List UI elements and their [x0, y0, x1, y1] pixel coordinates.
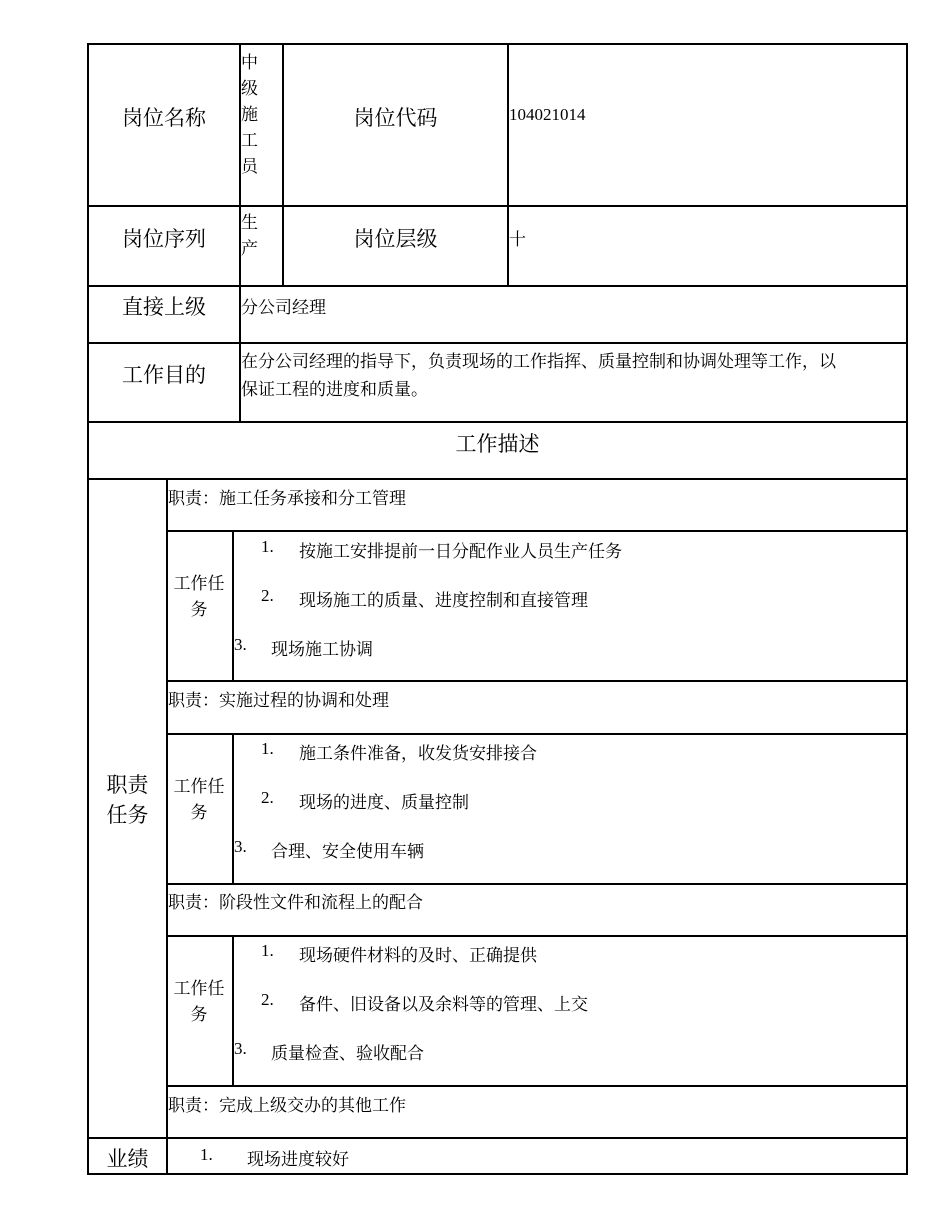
row-divider [166, 883, 908, 885]
task-text: 合理、安全使用车辆 [271, 842, 424, 861]
row-divider [166, 935, 908, 937]
duty-title: 职责：实施过程的协调和处理 [168, 691, 389, 710]
task-number: 1. [261, 739, 274, 758]
position-name-label: 岗位名称 [122, 106, 206, 130]
task-text: 备件、旧设备以及余料等的管理、上交 [299, 995, 588, 1014]
level-label: 岗位层级 [353, 227, 438, 251]
row-divider [87, 285, 908, 287]
col-divider [232, 733, 234, 884]
sequence-label: 岗位序列 [122, 227, 206, 251]
task-number: 2. [261, 586, 274, 605]
row-divider [87, 205, 908, 207]
task-number: 3. [234, 1039, 247, 1058]
task-label: 工作任 务 [173, 574, 225, 619]
table-border-top [87, 43, 908, 45]
task-number: 1. [261, 537, 274, 556]
duty-title: 职责：完成上级交办的其他工作 [168, 1096, 406, 1115]
col-divider [232, 935, 234, 1086]
description-title: 工作描述 [455, 432, 540, 456]
duties-label: 职责 任务 [106, 773, 149, 827]
purpose-value-line1: 在分公司经理的指导下，负责现场的工作指挥、质量控制和协调处理等工作，以 [241, 352, 836, 371]
position-name-value: 中 级 施 工 员 [241, 53, 258, 176]
table-border-left [87, 43, 89, 1175]
row-divider [166, 1085, 908, 1087]
performance-text: 现场进度较好 [247, 1150, 349, 1169]
supervisor-value: 分公司经理 [241, 298, 326, 317]
task-text: 现场施工的质量、进度控制和直接管理 [299, 591, 588, 610]
supervisor-label: 直接上级 [122, 295, 206, 319]
task-label: 工作任 务 [173, 979, 225, 1024]
row-divider [87, 342, 908, 344]
purpose-value-line2: 保证工程的进度和质量。 [241, 380, 428, 399]
table-border-bottom [87, 1173, 908, 1175]
task-text: 施工条件准备，收发货安排接合 [299, 744, 537, 763]
row-divider [166, 680, 908, 682]
task-label: 工作任 务 [173, 777, 225, 822]
sequence-value: 生 产 [241, 213, 258, 258]
row-divider [166, 530, 908, 532]
task-number: 2. [261, 788, 274, 807]
row-divider [87, 1137, 908, 1139]
position-code-label: 岗位代码 [353, 106, 438, 130]
task-number: 3. [234, 635, 247, 654]
col-divider [232, 530, 234, 681]
task-number: 1. [261, 941, 274, 960]
task-text: 现场的进度、质量控制 [299, 793, 469, 812]
level-value: 十 [509, 230, 526, 249]
performance-label: 业绩 [106, 1147, 149, 1171]
row-divider [87, 421, 908, 423]
row-divider [87, 478, 908, 480]
purpose-label: 工作目的 [122, 363, 206, 387]
table-border-right [906, 43, 908, 1175]
task-text: 现场硬件材料的及时、正确提供 [299, 946, 537, 965]
task-text: 现场施工协调 [271, 640, 373, 659]
duty-title: 职责：阶段性文件和流程上的配合 [168, 893, 423, 912]
row-divider [166, 733, 908, 735]
task-number: 3. [234, 837, 247, 856]
duty-title: 职责：施工任务承接和分工管理 [168, 489, 406, 508]
performance-number: 1. [200, 1145, 213, 1164]
position-code-value: 104021014 [509, 105, 586, 124]
task-number: 2. [261, 990, 274, 1009]
task-text: 质量检查、验收配合 [271, 1044, 424, 1063]
task-text: 按施工安排提前一日分配作业人员生产任务 [299, 542, 622, 561]
